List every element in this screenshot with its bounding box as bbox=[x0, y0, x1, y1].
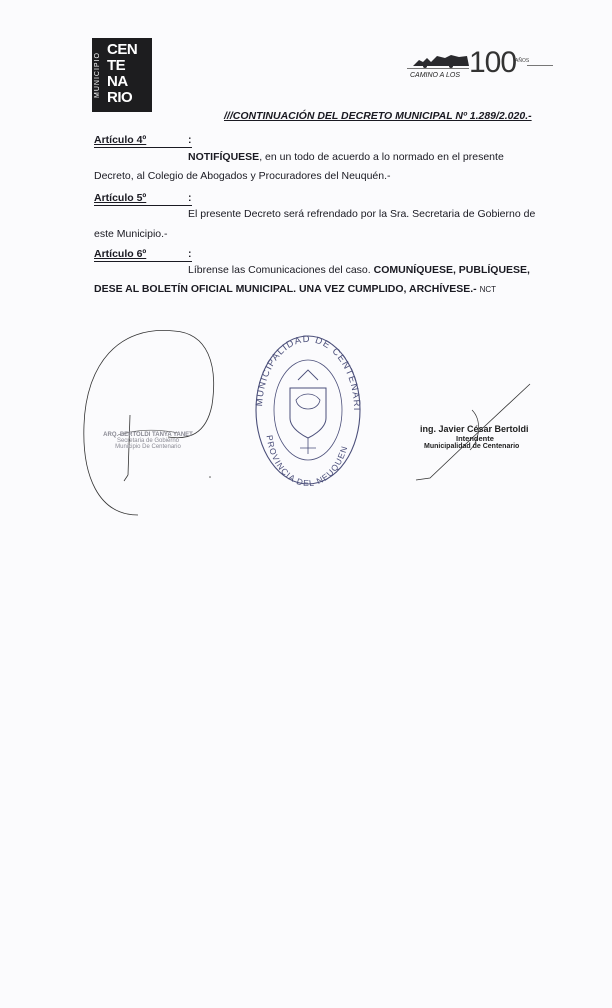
dese-al-boletin-text: DESE AL BOLETÍN OFICIAL MUNICIPAL. UNA VEZ CUMPLIDO, ARCHÍVESE.- bbox=[94, 283, 477, 295]
left-signatory-name: ARQ. BERTOLDI TANYA YANET bbox=[103, 432, 193, 438]
notifiquese-text: NOTIFÍQUESE bbox=[188, 151, 260, 163]
left-signature-block bbox=[88, 432, 208, 450]
pioneer-wagon-icon bbox=[411, 52, 471, 68]
article-4-line2: Decreto, al Colegio de Abogados y Procuradores del Neuquén.- bbox=[94, 170, 391, 182]
municipal-seal bbox=[252, 330, 364, 490]
article-4-underline bbox=[94, 147, 192, 148]
emblem-rule bbox=[407, 68, 469, 69]
right-signature-block bbox=[420, 424, 550, 450]
article-5-label: Artículo 5º bbox=[94, 192, 147, 204]
left-signature-icon bbox=[78, 325, 223, 520]
left-signatory-entity: Municipio De Centenario bbox=[115, 444, 181, 450]
municipio-logo bbox=[92, 38, 152, 112]
article-4-label: Artículo 4º bbox=[94, 134, 147, 146]
centenary-number: 100 bbox=[469, 46, 517, 79]
svg-text:PROVINCIA DEL NEUQUEN bbox=[265, 434, 350, 488]
article-4-line1 bbox=[188, 151, 504, 163]
article-5-underline bbox=[94, 205, 192, 206]
left-signatory-role: Secretaria de Gobierno bbox=[116, 438, 180, 444]
logo-wordmark bbox=[107, 42, 151, 106]
article-6-line1 bbox=[188, 264, 530, 276]
typist-initials: NCT bbox=[479, 285, 497, 294]
article-5-line2: este Municipio.- bbox=[94, 228, 168, 240]
article-5-line1: El presente Decreto será refrendado por la Sra. Secretaria de Gobierno de bbox=[188, 208, 536, 220]
right-signatory-entity: Municipalidad de Centenario bbox=[424, 443, 520, 450]
article-6-colon: : bbox=[188, 248, 192, 260]
decree-heading: ///CONTINUACIÓN DEL DECRETO MUNICIPAL Nº 1.289/2.020.- bbox=[224, 110, 532, 122]
logo-word-line: CEN bbox=[107, 41, 138, 58]
emblem-rule bbox=[527, 65, 553, 66]
article-6-label: Artículo 6º bbox=[94, 248, 147, 260]
logo-word-line: RIO bbox=[107, 89, 133, 106]
centenary-years-label: AÑOS bbox=[515, 58, 530, 64]
seal-bottom-text: PROVINCIA DEL NEUQUEN bbox=[264, 434, 350, 489]
logo-word-line: NA bbox=[107, 73, 128, 90]
centenary-emblem bbox=[405, 46, 555, 86]
seal-top-text: MUNICIPALIDAD DE CENTENARI bbox=[253, 333, 363, 412]
comuniquese-text: COMUNÍQUESE, PUBLÍQUESE, bbox=[373, 264, 530, 276]
right-signatory-role: Intendente bbox=[456, 434, 494, 443]
article-4-colon: : bbox=[188, 134, 192, 146]
right-signatory-name: ing. Javier César Bertoldi bbox=[420, 424, 529, 434]
article-6-underline bbox=[94, 261, 192, 262]
article-6-line1-normal: Líbrense las Comunicaciones del caso. bbox=[188, 264, 374, 276]
seal-emblem-icon bbox=[252, 330, 364, 490]
article-4-line1-rest: , en un todo de acuerdo a lo normado en el presente bbox=[259, 151, 504, 163]
centenary-tagline: CAMINO A LOS bbox=[410, 72, 461, 79]
logo-vertical-text: MUNICIPIO bbox=[94, 52, 101, 98]
logo-word-line: TE bbox=[107, 57, 126, 74]
article-5-colon: : bbox=[188, 192, 192, 204]
article-6-line2 bbox=[94, 283, 496, 295]
